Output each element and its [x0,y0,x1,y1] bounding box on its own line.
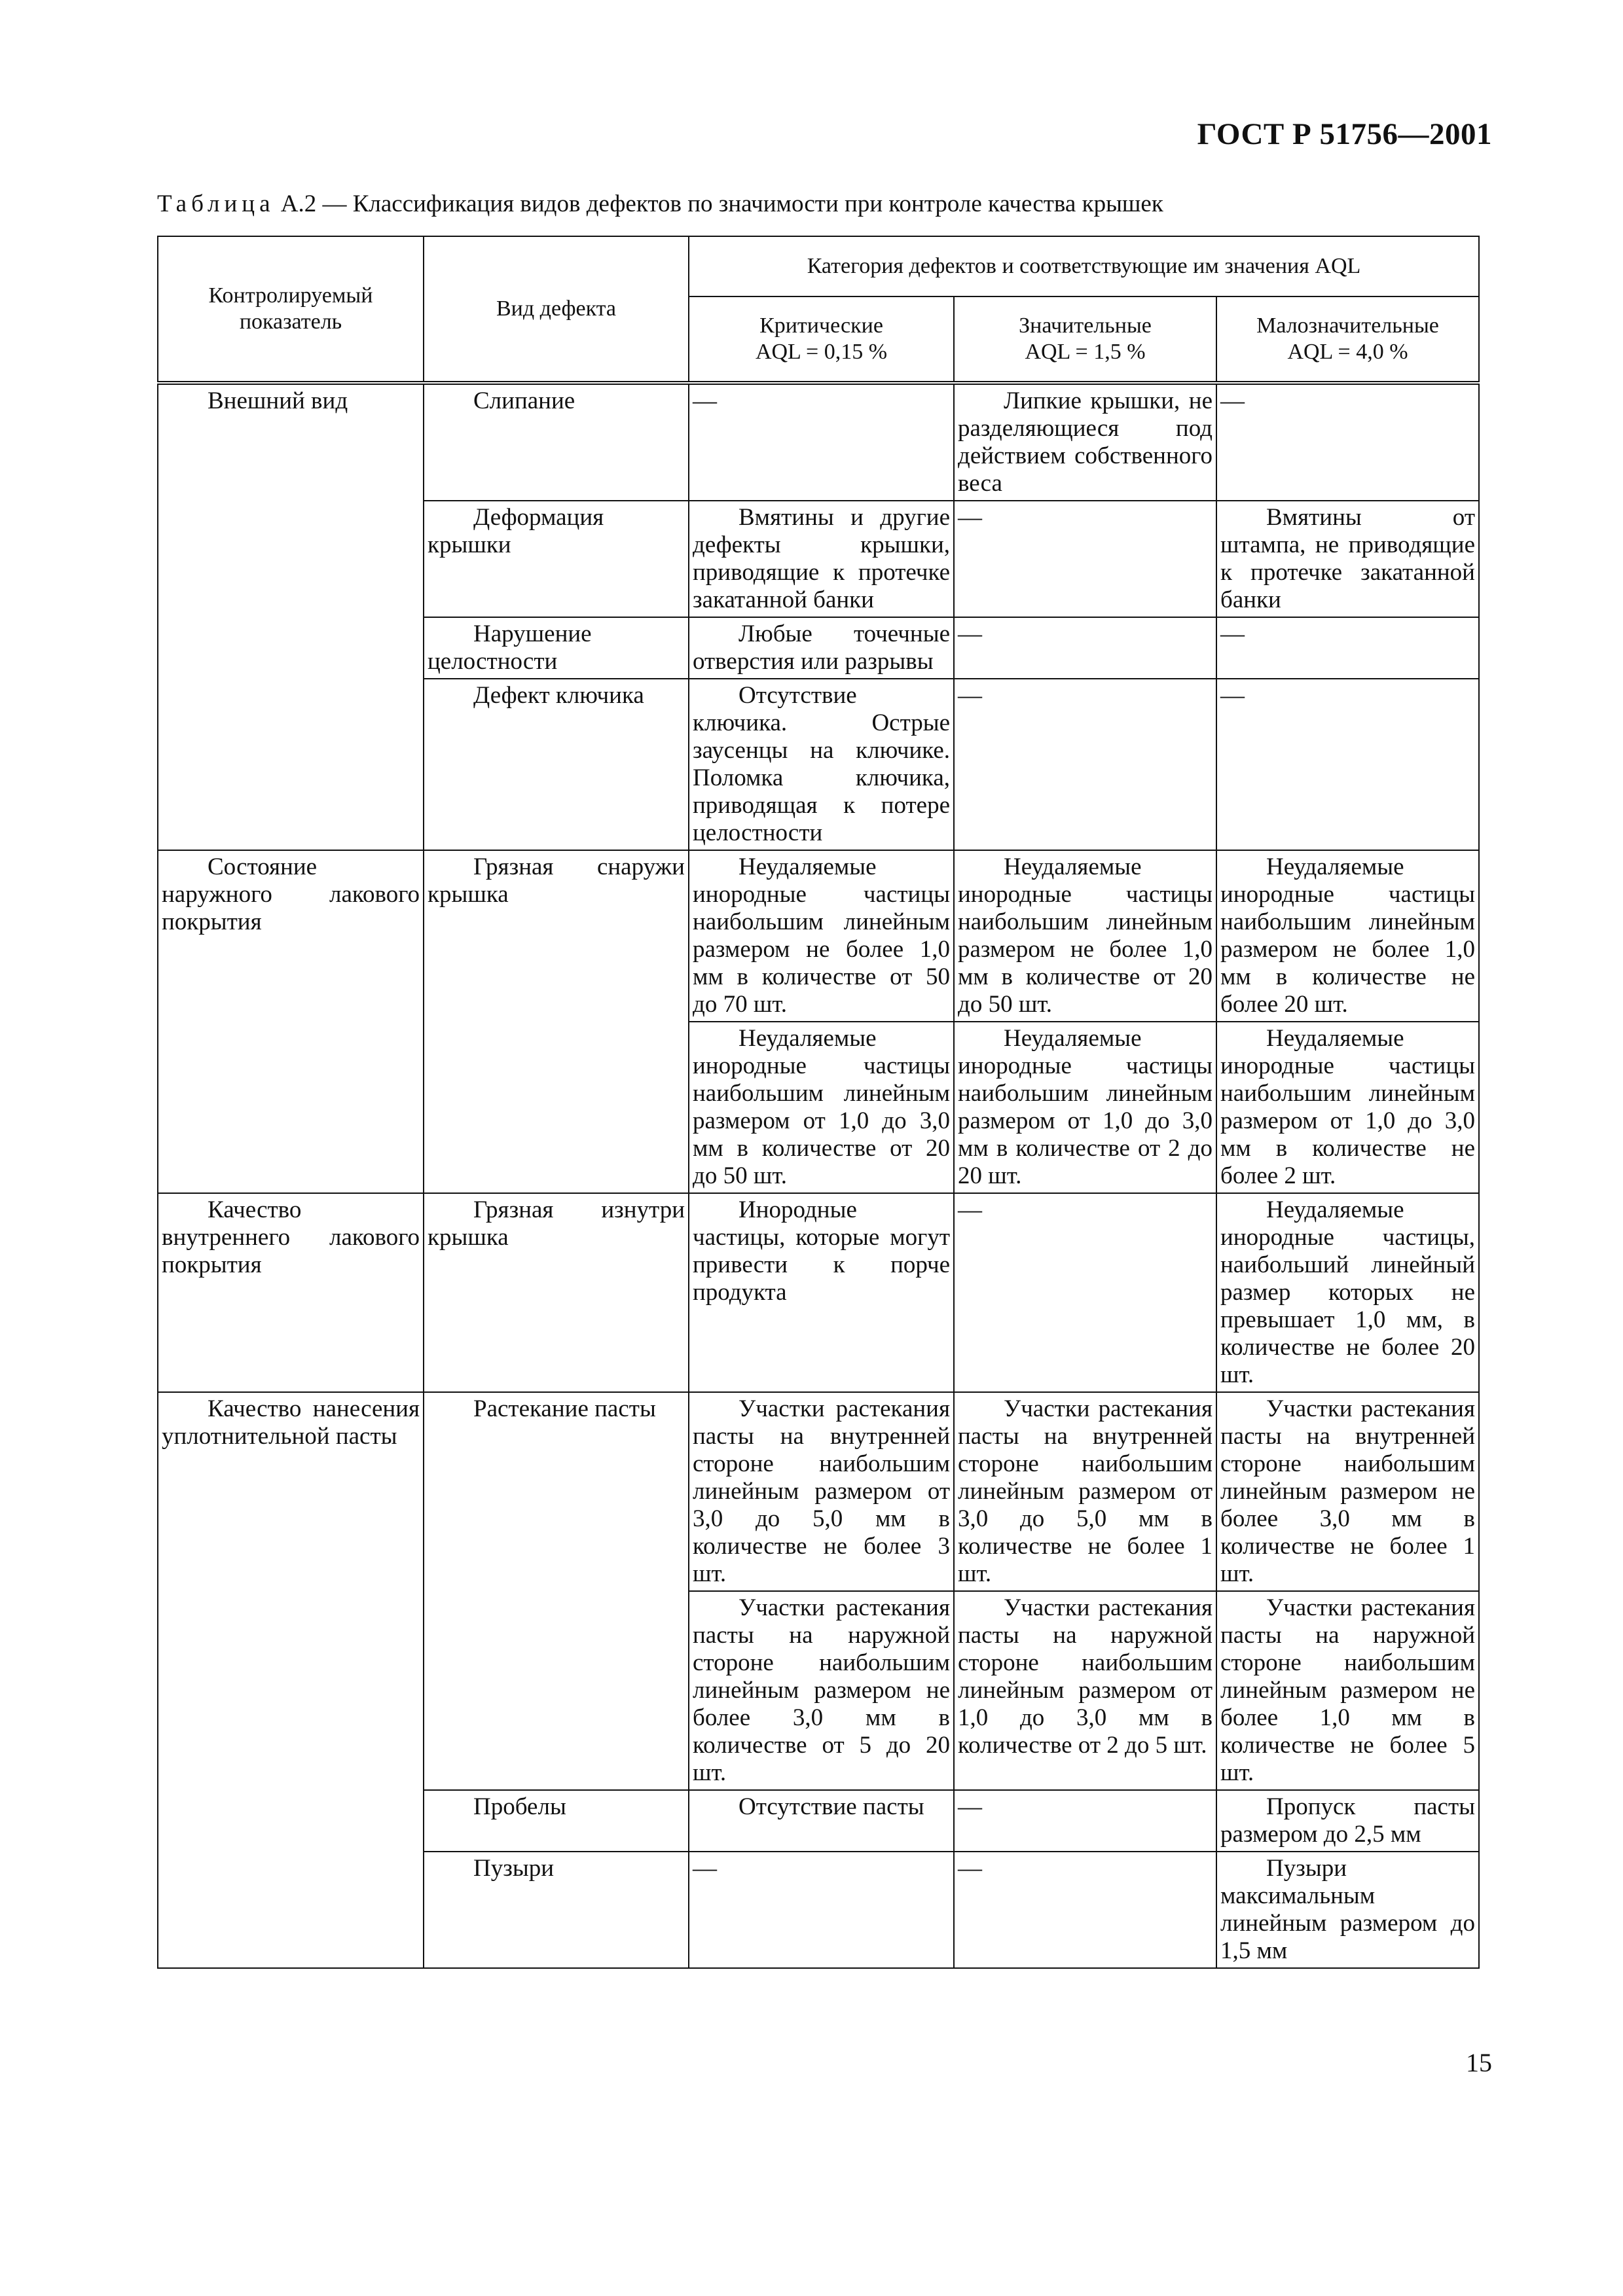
page-number: 15 [1466,2048,1492,2077]
defect-cell: Грязная снаружи крышка [424,850,689,1193]
header-category: Категория дефектов и соответствующие им значения AQL [689,236,1479,296]
minor-cell: Пузыри максимальным линейным размером до 1,5 мм [1216,1852,1479,1968]
defect-cell: Пробелы [424,1790,689,1852]
table-row [158,1193,1479,1392]
major-cell: Неудаляемые инородные частицы наибольшим линейным размером не более 1,0 мм в количестве от 20 до 50 шт. [954,850,1216,1022]
caption-label: Таблица [157,190,275,217]
major-cell: Участки растекания пасты на внутренней стороне наибольшим линейным размером от 3,0 до 5,0 мм в количестве не более 1 шт. [954,1392,1216,1591]
header-major-name: Значительные [1019,314,1152,338]
header-critical-name: Критические [759,314,883,338]
defect-cell: Растекание пасты [424,1392,689,1790]
critical-cell: Неудаляемые инородные частицы наибольшим линейным размером от 1,0 до 3,0 мм в количестве от 20 до 50 шт. [689,1022,954,1193]
major-cell: — [954,1790,1216,1852]
indicator-cell: Внешний вид [158,383,424,850]
critical-cell: Отсутствие пасты [689,1790,954,1852]
header-defect-type: Вид дефекта [424,236,689,383]
table-row [158,383,1479,501]
minor-cell: — [1216,679,1479,850]
major-cell: — [954,1852,1216,1968]
indicator-cell: Качество внутреннего лакового покрытия [158,1193,424,1392]
critical-cell: Вмятины и другие дефекты крышки, приводящие к протечке закатанной банки [689,501,954,617]
critical-cell: Любые точечные отверстия или разрывы [689,617,954,679]
standard-number: ГОСТ Р 51756—2001 [1197,117,1492,151]
defect-cell: Дефект ключика [424,679,689,850]
minor-cell: Участки растекания пасты на наружной стороне наибольшим линейным размером не более 1,0 мм в количестве не более 5 шт. [1216,1591,1479,1790]
critical-cell: Участки растекания пасты на внутренней стороне наибольшим линейным размером от 3,0 до 5,0 мм в количестве не более 3 шт. [689,1392,954,1591]
minor-cell: Участки растекания пасты на внутренней стороне наибольшим линейным размером не более 3,0 мм в количестве не более 1 шт. [1216,1392,1479,1591]
minor-cell: Неудаляемые инородные частицы наибольшим линейным размером не более 1,0 мм в количестве не более 20 шт. [1216,850,1479,1022]
defect-cell: Грязная изнутри крышка [424,1193,689,1392]
critical-cell: — [689,1852,954,1968]
indicator-cell: Состояние наружного лакового покрытия [158,850,424,1193]
critical-cell: Отсутствие ключика. Острые заусенцы на ключике. Поломка ключика, приводящая к потере целостности [689,679,954,850]
defect-cell: Слипание [424,383,689,501]
minor-cell: Неудаляемые инородные частицы, наибольший линейный размер которых не превышает 1,0 мм, в количестве не более 20 шт. [1216,1193,1479,1392]
major-cell: Липкие крышки, не разделяющиеся под действием собственного веса [954,383,1216,501]
header-critical [689,296,954,383]
minor-cell: — [1216,617,1479,679]
defect-cell: Нарушение целостности [424,617,689,679]
defect-classification-table [157,236,1480,1969]
major-cell: — [954,617,1216,679]
major-cell: Неудаляемые инородные частицы наибольшим линейным размером от 1,0 до 3,0 мм в количестве от 2 до 20 шт. [954,1022,1216,1193]
minor-cell: Пропуск пасты размером до 2,5 мм [1216,1790,1479,1852]
defect-cell: Пузыри [424,1852,689,1968]
minor-cell: — [1216,383,1479,501]
table-row [158,1392,1479,1591]
header-minor-aql: AQL = 4,0 % [1287,340,1408,364]
critical-cell: Неудаляемые инородные частицы наибольшим линейным размером не более 1,0 мм в количестве от 50 до 70 шт. [689,850,954,1022]
indicator-cell: Качество нанесения уплотнительной пасты [158,1392,424,1968]
header-critical-aql: AQL = 0,15 % [755,340,888,364]
critical-cell: — [689,383,954,501]
header-indicator: Контролируемый показатель [158,236,424,383]
major-cell: — [954,1193,1216,1392]
table-caption [157,190,1163,218]
header-minor-name: Малозначительные [1256,314,1439,338]
major-cell: — [954,501,1216,617]
header-minor [1216,296,1479,383]
defect-cell: Деформация крышки [424,501,689,617]
critical-cell: Инородные частицы, которые могут привести к порче продукта [689,1193,954,1392]
minor-cell: Вмятины от штампа, не приводящие к протечке закатанной банки [1216,501,1479,617]
minor-cell: Неудаляемые инородные частицы наибольшим линейным размером от 1,0 до 3,0 мм в количестве не более 2 шт. [1216,1022,1479,1193]
major-cell: Участки растекания пасты на наружной стороне наибольшим линейным размером от 1,0 до 3,0 мм в количестве от 2 до 5 шт. [954,1591,1216,1790]
caption-text: А.2 — Классификация видов дефектов по значимости при контроле качества крышек [274,190,1163,217]
header-major [954,296,1216,383]
header-major-aql: AQL = 1,5 % [1025,340,1146,364]
table-row [158,850,1479,1022]
critical-cell: Участки растекания пасты на наружной стороне наибольшим линейным размером не более 3,0 мм в количестве от 5 до 20 шт. [689,1591,954,1790]
major-cell: — [954,679,1216,850]
